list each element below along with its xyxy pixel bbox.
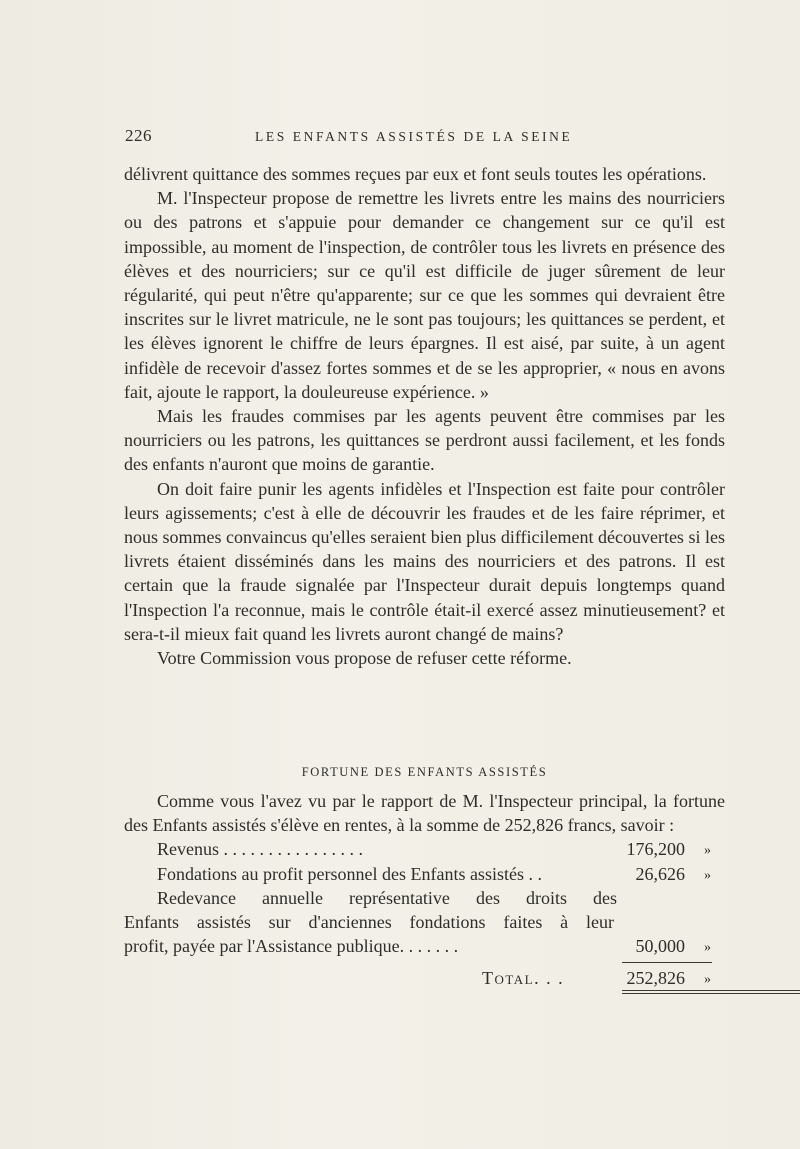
ledger-unit: » [704, 843, 711, 859]
ledger-label: Revenus . . . . . . . . . . . . . . . . [157, 839, 363, 860]
rule-double-2 [622, 993, 800, 994]
ledger-unit: » [704, 867, 711, 883]
paragraph-5: Votre Commission vous propose de refuser cette réforme. [157, 648, 572, 669]
ledger-amount: 176,200 [626, 839, 685, 860]
ledger-row-multiline [124, 886, 725, 959]
ledger-label-line-3: profit, payée par l'Assistance publique. . . . . . . [124, 936, 459, 957]
total-label: Total. . . [482, 968, 565, 989]
page-number: 226 [125, 126, 152, 145]
total-row [124, 966, 725, 1000]
total-unit: » [704, 972, 711, 988]
rule-double-1 [622, 990, 800, 991]
body-text [124, 162, 725, 670]
ledger-amount: 50,000 [635, 936, 685, 957]
section-intro: Comme vous l'avez vu par le rapport de M. l'Inspecteur principal, la fortune des Enfants assistés s'élève en rentes, à la somme de 252,826 francs, savoir : [124, 791, 725, 836]
rule-top [622, 962, 712, 963]
ledger-label-line-2: Enfants assistés sur d'anciennes fondations faites à leur [124, 911, 614, 932]
ledger-label-line-1: Redevance annuelle représentative des droits des [157, 887, 617, 908]
ledger-label: Fondations au profit personnel des Enfants assistés . . [157, 863, 542, 884]
ledger-row [124, 862, 725, 886]
total-amount: 252,826 [626, 968, 685, 989]
ledger-unit: » [704, 940, 711, 956]
paragraph-4: On doit faire punir les agents infidèles et l'Inspection est faite pour contrôler leurs agissements; c'est à elle de découvrir les fraudes et de les faire réprimer, et nous sommes convaincus qu'elles seraient bien plus difficilement découvertes si les livrets étaient disséminés dans les mains des nourriciers et des patrons. Il est certain que la fraude signalée par l'Inspecteur durait depuis longtemps quand l'Inspection l'a reconnue, mais le contrôle était-il exercé assez minutieusement? et sera-t-il mieux fait quand les livrets auront changé de mains? [124, 478, 725, 644]
paragraph-1: délivrent quittance des sommes reçues par eux et font seuls toutes les opérations. [124, 164, 707, 184]
ledger-amount: 26,626 [635, 863, 685, 884]
ledger-row [124, 934, 725, 958]
paragraph-3: Mais les fraudes commises par les agents peuvent être commises par les nourriciers ou les patrons, les quittances se perdront aussi facilement, et les fonds des enfants n'auront que moins de garantie. [124, 406, 725, 475]
section-title: FORTUNE DES ENFANTS ASSISTÉS [301, 765, 548, 779]
paragraph-2: M. l'Inspecteur propose de remettre les livrets entre les mains des nourriciers ou des patrons et s'appuie pour demander ce changement sur ce qu'il est impossible, au moment de l'inspection, de contrôler tous les livrets en présence des élèves et des nourriciers; sur ce qu'il est difficile de juger sûrement de leur régularité, qui peut n'être qu'apparente; sur ce que les sommes qui devraient être inscrites sur le livret matricule, ne le sont pas toujours; les quittances se perdent, et les élèves ignorent le chiffre de leurs épargnes. Il est aisé, par suite, à un agent infidèle de recevoir d'assez fortes sommes et de se les approprier, « nous en avons fait, ajoute le rapport, la douleureuse expérience. » [124, 188, 725, 402]
running-title: LES ENFANTS ASSISTÉS DE LA SEINE [255, 129, 573, 144]
ledger-row [124, 837, 725, 861]
section-body [124, 789, 725, 1000]
